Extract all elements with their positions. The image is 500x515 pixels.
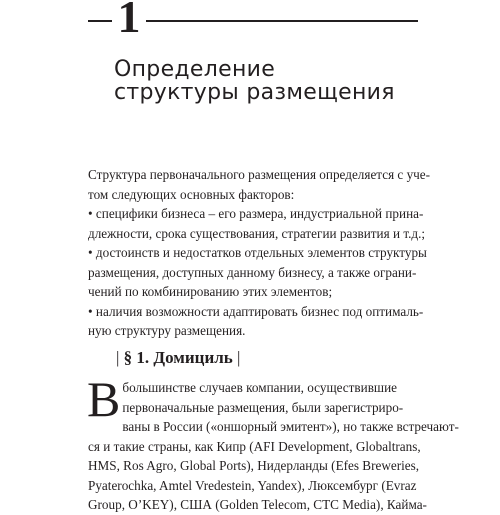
factor-list-item	[88, 243, 427, 302]
factor-line: ную структуру размещения.	[88, 323, 246, 338]
body-paragraph	[87, 371, 459, 515]
factor-list	[88, 204, 427, 341]
factor-list-item	[88, 302, 424, 341]
factor-list-item	[88, 204, 426, 243]
intro-line: Структура первоначального размещения определяется с уче-	[88, 167, 431, 182]
chapter-rule-left	[88, 20, 112, 22]
body-line: HMS, Ros Agro, Global Ports), Нидерланды (Efes Breweries,	[88, 458, 420, 473]
chapter-title-line: структуры размещения	[114, 80, 395, 105]
chapter-title	[114, 58, 395, 104]
factor-line: чений по комбинированию этих элементов;	[88, 284, 333, 299]
section-heading-bar-left: |	[116, 348, 120, 367]
factor-line: • наличия возможности адаптировать бизнес под оптималь-	[88, 303, 424, 319]
section-heading-bar-right: |	[237, 348, 241, 367]
drop-cap: В	[87, 371, 121, 427]
factor-line: • достоинств и недостатков отдельных элементов структуры	[88, 245, 427, 260]
chapter-number: 1	[117, 0, 141, 42]
section-heading	[116, 348, 240, 368]
body-line: Pyaterochka, Amtel Vredestein, Yandex), Люксембург (Evraz	[88, 477, 417, 493]
body-line: большинстве случаев компании, осуществившие	[122, 380, 397, 395]
body-line: ся и такие страны, как Кипр (AFI Development, Globaltrans,	[88, 438, 421, 454]
chapter-rule-right	[146, 20, 418, 22]
factor-line: длежности, срока существования, стратегии развития и т.д.;	[88, 225, 426, 241]
factor-line: • специфики бизнеса – его размера, индустриальной прина-	[88, 206, 424, 221]
body-line: первоначальные размещения, были зарегистриро-	[122, 399, 404, 415]
chapter-title-line: Определение	[114, 57, 276, 82]
section-heading-title: § 1. Домициль	[123, 348, 233, 367]
intro-line: том следующих основных факторов:	[88, 186, 295, 202]
intro-paragraph	[88, 165, 431, 341]
factor-line: размещения, доступных данному бизнесу, а также ограни-	[88, 264, 417, 280]
body-line: Group, O’KEY), США (Golden Telecom, CTC Media), Кайма-	[88, 497, 427, 512]
body-line: ваны в России («оншорный эмитент»), но также встречают-	[122, 419, 459, 434]
